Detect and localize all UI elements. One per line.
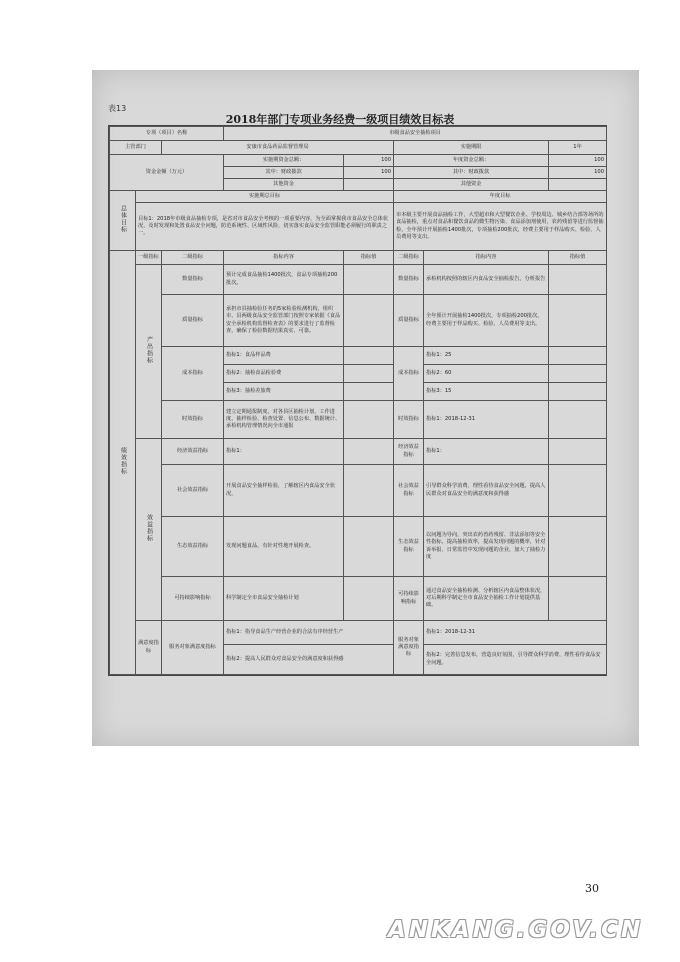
satisfaction-year-2: 指标2：完善信息发布，营造良好氛围，引导群众科学消费、理性看待食品安全问题。 [424, 645, 607, 675]
satisfaction-item-1: 指标1：指导食品生产经营企业的合法有序经营生产 [224, 621, 394, 645]
service-satisfaction-year-label: 服务对象满意度指标 [394, 621, 424, 675]
time-text: 建立定期通报制度，对各县区抽检计划、工作进度、抽样检验、检查处置、信息公布、数据统计、承检机构管理情况向全市通报 [224, 401, 344, 439]
project-name-value: 市级食品安全抽检项目 [224, 127, 607, 141]
cost-year-1: 指标1：25 [424, 347, 549, 365]
table-number: 表13 [108, 104, 127, 113]
year-goal-text: 市本级主要开展食品抽检工作，大型超市和大型餐饮企业、学校周边、城乡结合部等场所的食品抽检，重点对食品和餐饮食品的微生物污染、食品添加剂使用、农药残留等进行监督抽检，全年预计开展抽检1400批次，专项抽检200批次，经费主要用于样品购买、检验、人员费用等支出。 [394, 203, 607, 251]
output-indicator-label: 产出指标 [136, 265, 162, 439]
cost-year-2: 指标2：60 [424, 365, 549, 383]
funds-fiscal-label: 其中：财政拨款 [224, 167, 344, 179]
funds-label: 资金金额（万元） [110, 155, 224, 191]
col-level2-year: 二级指标 [394, 251, 424, 265]
social-year-label: 社会效益指标 [394, 465, 424, 517]
cost-item-1: 指标1：食品样品费 [224, 347, 344, 365]
social-year-text: 引导群众科学消费、理性看待食品安全问题，提高人民群众对食品安全的满意度和获得感 [424, 465, 549, 517]
quality-text: 承担市县抽检验任务的5家检验检测机构，组织市、县两级食品安全监管部门按照专家依据《食品安全承检机构监督检查表》的要求进行了监督检查，确保了检验数据结果真实、可靠。 [224, 295, 344, 347]
service-satisfaction-label: 服务对象满意度指标 [162, 621, 224, 675]
economic-label: 经济效益指标 [162, 439, 224, 465]
funds-year-other-label: 其他资金 [394, 179, 549, 191]
economic-text: 指标1： [224, 439, 344, 465]
satisfaction-indicator-label: 满意度指标 [136, 621, 162, 675]
quality-year-label: 质量指标 [394, 295, 424, 347]
sustainable-year-label: 可持续影响指标 [394, 577, 424, 621]
funds-other-label: 其他资金 [224, 179, 344, 191]
ecological-year-text: 以问题为导向，突出农药兽药残留、非法添加等安全性指标，提高抽检效率，提高发现问题的概率，针对诉举报、日常监管中发现问题的企业，加大了抽检力度 [424, 517, 549, 577]
ecological-label: 生态效益指标 [162, 517, 224, 577]
col-value-year: 指标值 [549, 251, 607, 265]
year-goal-header: 年度目标 [394, 191, 607, 203]
cost-label: 成本指标 [162, 347, 224, 401]
performance-indicator-label: 绩效指标 [110, 251, 136, 675]
time-year-text: 指标1：2018-12-31 [424, 401, 549, 439]
funds-year-total-value: 100 [549, 155, 607, 167]
col-value: 指标值 [344, 251, 394, 265]
quantity-label: 数量指标 [162, 265, 224, 295]
col-content-year: 指标内容 [424, 251, 549, 265]
department-value: 安康市食品药品监督管理局 [162, 141, 394, 155]
social-text: 开展食品安全抽样检验，了解辖区内食品安全状况。 [224, 465, 344, 517]
col-level1: 一级指标 [136, 251, 162, 265]
sustainable-text: 科学制定全市食品安全抽检计划 [224, 577, 344, 621]
quality-label: 质量指标 [162, 295, 224, 347]
site-watermark: ANKANG.GOV.CN [388, 917, 644, 943]
cost-item-2: 指标2：抽检食品检验费 [224, 365, 344, 383]
funds-year-fiscal-value: 100 [549, 167, 607, 179]
period-label: 实施期限 [394, 141, 549, 155]
period-value: 1年 [549, 141, 607, 155]
document-title: 2018年部门专项业务经费一级项目绩效目标表 [225, 113, 455, 126]
sustainable-year-text: 通过食品安全抽检检测、分析辖区内食品整体状况，对后期科学制定全市食品安全抽检工作计划提供基础。 [424, 577, 549, 621]
social-label: 社会效益指标 [162, 465, 224, 517]
period-goal-text: 目标1：2018年市级食品抽检专项，是省对市食品安全考核的一项重要内容，为全面掌握我市食品安全总体状况，及时发现和处置食品安全问题，防范系统性、区域性风险，切实落实食品安全监管职能必须履行的职责之一。 [136, 203, 394, 251]
time-label: 时效指标 [162, 401, 224, 439]
ecological-text: 发现问题食品，有针对性地开展检查。 [224, 517, 344, 577]
satisfaction-year-1: 指标1：2018-12-31 [424, 621, 607, 645]
satisfaction-item-2: 指标2：提高人民群众对食品安全的满意度和获得感 [224, 645, 394, 675]
quality-year-text: 全年预计开展抽检1400批次，专项抽检200批次，经费主要用于样品购买、检验、人员费用等支出。 [424, 295, 549, 347]
performance-target-table [108, 125, 607, 676]
funds-year-fiscal-label: 其中：财政拨款 [394, 167, 549, 179]
funds-total-label: 实施期资金总额： [224, 155, 344, 167]
overall-goal-label: 总体目标 [110, 191, 136, 251]
cost-year-label: 成本指标 [394, 347, 424, 401]
economic-year-label: 经济效益指标 [394, 439, 424, 465]
quantity-year-text: 承检机构按照的辖区内食品安全抽检报告，分析报告 [424, 265, 549, 295]
funds-year-total-label: 年度资金总额： [394, 155, 549, 167]
col-level2: 二级指标 [162, 251, 224, 265]
benefit-indicator-label: 效益指标 [136, 439, 162, 621]
economic-year-text: 指标1： [424, 439, 549, 465]
time-year-label: 时效指标 [394, 401, 424, 439]
funds-fiscal-value: 100 [344, 167, 394, 179]
sustainable-label: 可持续影响指标 [162, 577, 224, 621]
funds-total-value: 100 [344, 155, 394, 167]
project-name-label: 专项（项目）名称 [110, 127, 224, 141]
col-content: 指标内容 [224, 251, 344, 265]
ecological-year-label: 生态效益指标 [394, 517, 424, 577]
period-goal-header: 实施期总目标 [136, 191, 394, 203]
cost-year-3: 指标3：15 [424, 383, 549, 401]
quantity-text: 预计完成食品抽检1400批次，食品专项抽检200批次。 [224, 265, 344, 295]
cost-item-3: 指标3：抽检差旅费 [224, 383, 344, 401]
quantity-year-label: 数量指标 [394, 265, 424, 295]
department-label: 主管部门 [110, 141, 162, 155]
page-number: 30 [585, 882, 599, 895]
